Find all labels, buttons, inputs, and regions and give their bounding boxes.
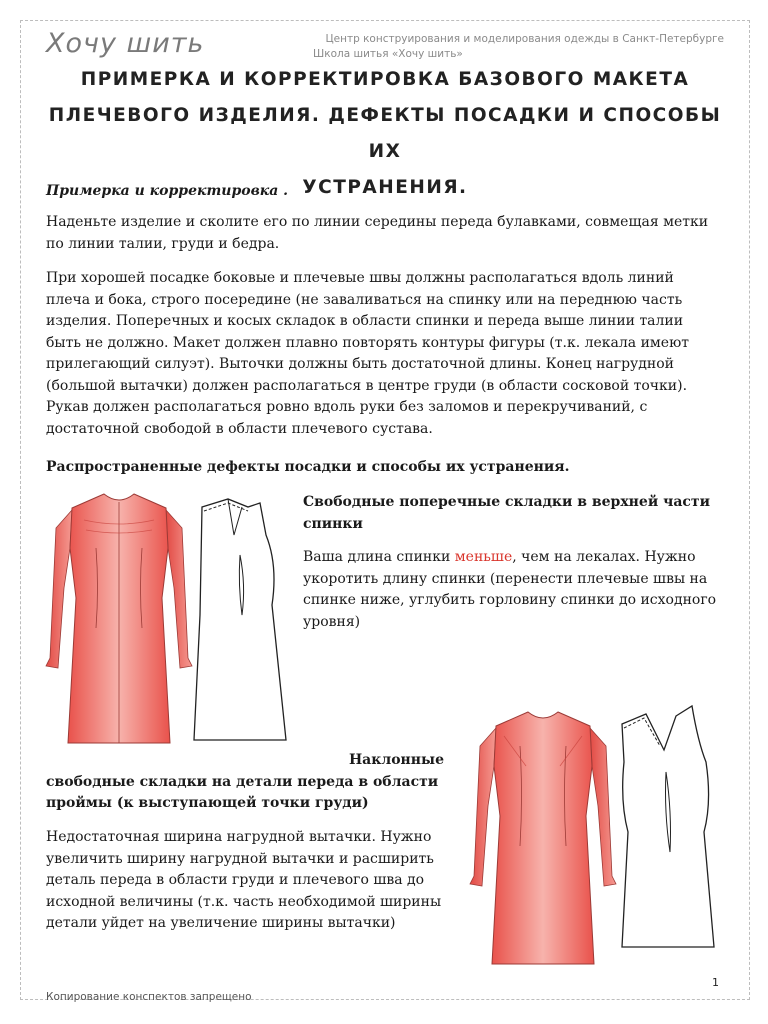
copyright-notice: Копирование конспектов запрещено (46, 991, 252, 1003)
text-line: Недостаточная ширина нагрудной вытачки. Нужно (46, 829, 432, 845)
page-number: 1 (712, 976, 719, 989)
text-line: При хорошей посадке боковые и плечевые швы должны располагаться вдоль линий (46, 270, 674, 286)
text-line: изделия. Поперечных и косых складок в области спинки и переда выше линии талии (46, 313, 684, 329)
title-line-3: УСТРАНЕНИЯ. (302, 177, 468, 198)
center-name: Центр конструирования и моделирования одежды в Санкт-Петербурге (325, 33, 724, 45)
text-line: Наденьте изделие и сколите его по линии середины переда булавками, совмещая метки (46, 214, 709, 230)
text-line: плеча и бока, строго посередине (не заваливаться на спинку или на переднюю часть (46, 291, 683, 308)
header-info (304, 32, 724, 60)
text-line: увеличить ширину нагрудной вытачки и расширить (46, 850, 434, 867)
text-line: быть не должно. Макет должен плавно повторять контуры фигуры (т.к. лекала имеют (46, 334, 690, 351)
text-line: спинке ниже, углубить горловину спинки до исходного (303, 592, 717, 608)
school-prefix: Школа (313, 48, 351, 60)
text-line: достаточной свободой в области плечевого сустава. (46, 420, 433, 437)
text-line: деталь переда в области груди и плечевого шва до (46, 872, 425, 888)
text-line: Рукав должен располагаться ровно вдоль руки без заломов и перекручиваний, с (46, 399, 648, 415)
defect-2-text (46, 827, 441, 935)
text-line: по линии талии, груди и бедра. (46, 235, 280, 252)
text-line (303, 547, 716, 569)
title-line-1: ПРИМЕРКА И КОРРЕКТИРОВКА БАЗОВОГО МАКЕТА (80, 69, 690, 90)
text-part: Ваша длина спинки (303, 549, 455, 565)
pattern-illustration-2 (614, 702, 719, 952)
text-line: укоротить длину спинки (перенести плечевые швы на (303, 570, 708, 587)
school-name (313, 47, 463, 62)
defect-1-text (303, 547, 716, 633)
text-line: детали уйдет на увеличение ширины вытачки) (46, 915, 396, 931)
school-logo: Хочу шить (46, 28, 205, 59)
text-line: свободные складки на детали переда в области (46, 773, 439, 790)
section-heading-defects: Распространенные дефекты посадки и способы их устранения. (46, 459, 570, 475)
text-line: спинки (303, 515, 363, 532)
dress-illustration-2 (468, 706, 618, 971)
defect-2-title (46, 750, 444, 815)
text-line: прилегающий силуэт). Выточки должны быть достаточной длины. Конец нагрудной (46, 356, 675, 372)
text-line: исходной величины (т.к. часть необходимой ширины (46, 893, 442, 910)
school-label: шитья «Хочу шить» (353, 48, 463, 60)
defect-1-title (303, 492, 710, 535)
highlight-word: меньше (454, 549, 513, 565)
dress-illustration-1 (44, 488, 194, 753)
section-heading-fitting: Примерка и корректировка . (46, 183, 289, 199)
paragraph-good-fit (46, 268, 689, 440)
text-line: проймы (к выступающей точки груди) (46, 795, 369, 811)
title-line-2: ПЛЕЧЕВОГО ИЗДЕЛИЯ. ДЕФЕКТЫ ПОСАДКИ И СПОСОБЫ ИХ (48, 105, 722, 162)
pattern-illustration-1 (190, 495, 295, 745)
text-line: Свободные поперечные складки в верхней части (303, 494, 710, 510)
text-line: уровня) (303, 613, 361, 630)
paragraph-pinning (46, 212, 708, 255)
text-line: Наклонные (348, 752, 444, 768)
text-line: (большой вытачки) должен располагаться в центре груди (в области сосковой точки). (46, 377, 688, 394)
text-part: , чем на лекалах. Нужно (512, 549, 696, 565)
